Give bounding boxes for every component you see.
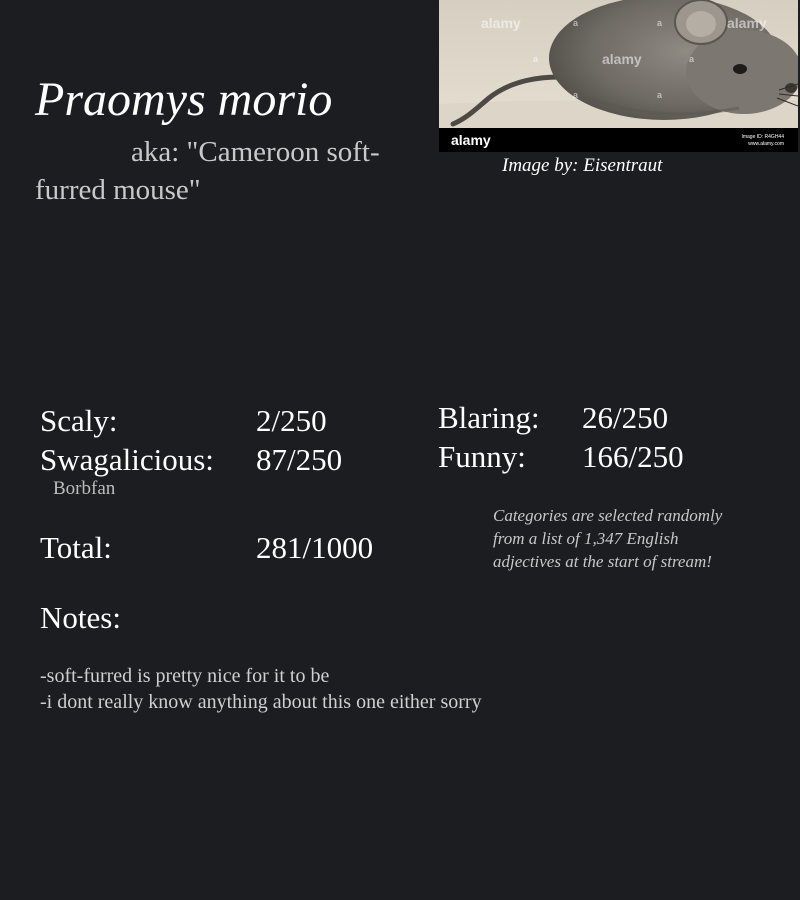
svg-text:a: a xyxy=(573,90,579,100)
photo-footer-url: www.alamy.com xyxy=(748,141,784,147)
rating-value-funny: 166/250 xyxy=(582,439,684,474)
rating-label-scaly: Scaly: xyxy=(40,403,118,438)
species-photo xyxy=(439,0,798,152)
rating-label-blaring: Blaring: xyxy=(438,400,540,435)
image-credit: Image by: Eisentraut xyxy=(502,155,663,176)
notes-list xyxy=(40,663,482,715)
total-label: Total: xyxy=(40,530,112,565)
svg-text:a: a xyxy=(689,54,695,64)
svg-text:alamy: alamy xyxy=(727,15,767,31)
categories-note: Categories are selected randomly from a list of 1,347 English adjectives at the start of stream! xyxy=(493,506,723,571)
rating-label-swagalicious: Swagalicious: xyxy=(40,442,214,477)
svg-text:a: a xyxy=(533,54,539,64)
notes-heading: Notes: xyxy=(40,600,121,635)
rating-value-blaring: 26/250 xyxy=(582,400,669,435)
common-name: aka: "Cameroon soft-furred mouse" xyxy=(35,136,380,206)
svg-text:alamy: alamy xyxy=(602,51,642,67)
note-item: -soft-furred is pretty nice for it to be xyxy=(40,665,330,687)
photo-footer-brand: alamy xyxy=(451,132,491,148)
rating-label-funny: Funny: xyxy=(438,439,526,474)
note-item: -i dont really know anything about this one either sorry xyxy=(40,691,482,713)
rating-value-scaly: 2/250 xyxy=(256,403,327,438)
svg-text:a: a xyxy=(573,18,579,28)
svg-text:a: a xyxy=(657,90,663,100)
svg-text:alamy: alamy xyxy=(481,15,521,31)
rating-value-swagalicious: 87/250 xyxy=(256,442,343,477)
total-value: 281/1000 xyxy=(256,530,374,565)
photo-footer-id: Image ID: R4GH44 xyxy=(741,134,784,140)
species-title: Praomys morio xyxy=(35,73,333,126)
rating-sublabel-swagalicious: Borbfan xyxy=(53,478,116,499)
svg-text:a: a xyxy=(657,18,663,28)
